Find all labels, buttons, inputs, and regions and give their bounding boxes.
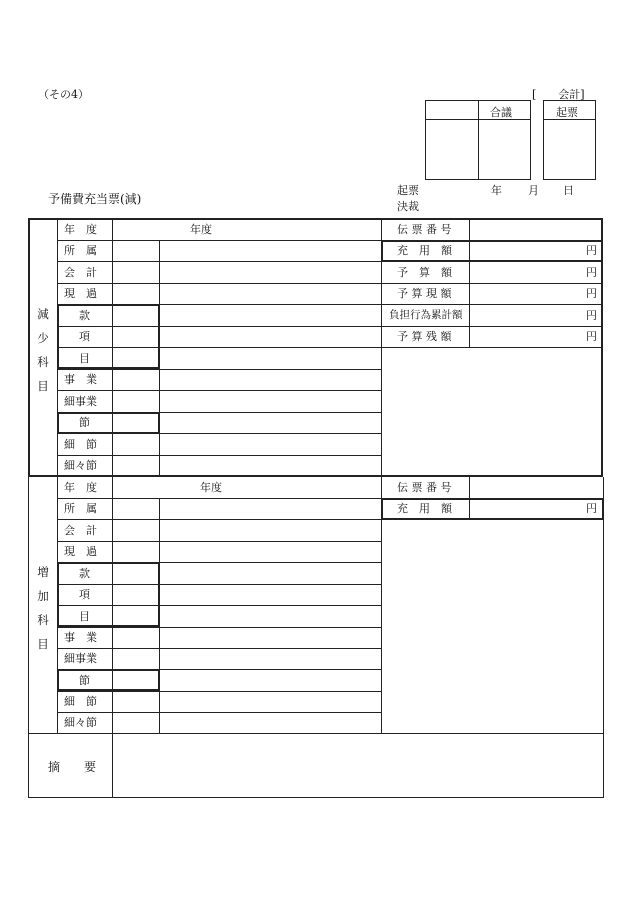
inc-row-moku: 目	[79, 610, 90, 623]
inc-row-subproject: 細事業	[64, 652, 97, 665]
dec-year-suffix: 年度	[190, 223, 212, 236]
inc-row-dept: 所 属	[64, 502, 97, 515]
dec-remaining-value: 円	[586, 330, 597, 343]
dec-current-budget-label: 予 算 現 額	[397, 287, 452, 300]
dec-row-current: 現 過	[64, 287, 97, 300]
dec-row-dept: 所 属	[64, 244, 97, 257]
decision-label: 決裁	[397, 200, 419, 213]
decrease-label-4: 目	[37, 379, 49, 393]
dec-current-budget-value: 円	[586, 287, 597, 300]
draft-label: 起票	[556, 106, 578, 119]
inc-allocation-label: 充 用 額	[397, 502, 452, 515]
decrease-label-3: 科	[37, 355, 49, 369]
dec-row-year: 年 度	[64, 223, 97, 236]
increase-label-3: 科	[37, 613, 49, 627]
account-label: [ 会計]	[532, 88, 585, 101]
year-label: 年	[491, 184, 502, 197]
decrease-label-2: 少	[37, 331, 49, 345]
dec-commitment-value: 円	[586, 309, 597, 322]
inc-year-suffix: 年度	[200, 481, 222, 494]
dec-allocation-label: 充 用 額	[397, 244, 452, 257]
dec-row-kou: 項	[79, 330, 90, 343]
form-title: 予備費充当票(減)	[48, 192, 142, 206]
dec-row-account: 会 計	[64, 266, 97, 279]
inc-slip-number-label: 伝 票 番 号	[397, 481, 452, 494]
dec-row-subproject: 細事業	[64, 395, 97, 408]
dec-row-moku: 目	[79, 352, 90, 365]
increase-label-1: 増	[37, 565, 49, 579]
inc-allocation-value: 円	[586, 502, 597, 515]
dec-row-project: 事 業	[64, 373, 97, 386]
month-label: 月	[528, 184, 539, 197]
inc-row-current: 現 過	[64, 545, 97, 558]
dec-allocation-value: 円	[586, 244, 597, 257]
dec-row-setsu: 節	[79, 416, 90, 429]
increase-label-4: 目	[37, 637, 49, 651]
summary-label: 摘 要	[48, 760, 97, 774]
inc-row-subsub-setsu: 細々節	[64, 716, 97, 729]
inc-row-setsu: 節	[79, 674, 90, 687]
dec-row-kan: 款	[79, 309, 90, 322]
inc-row-sub-setsu: 細 節	[64, 695, 97, 708]
inc-row-year: 年 度	[64, 481, 97, 494]
dec-budget-label: 予 算 額	[397, 266, 452, 279]
inc-row-kan: 款	[79, 567, 90, 580]
page-number: （その4）	[38, 88, 89, 101]
decrease-label-1: 減	[37, 307, 49, 321]
dec-remaining-label: 予 算 残 額	[397, 330, 452, 343]
dec-row-subsub-setsu: 細々節	[64, 459, 97, 472]
dec-slip-number-label: 伝 票 番 号	[397, 223, 452, 236]
inc-row-kou: 項	[79, 588, 90, 601]
draft-date-label: 起票	[397, 184, 419, 197]
inc-row-project: 事 業	[64, 631, 97, 644]
dec-commitment-label: 負担行為累計額	[389, 309, 463, 321]
dec-budget-value: 円	[586, 266, 597, 279]
day-label: 日	[563, 184, 574, 197]
inc-row-account: 会 計	[64, 524, 97, 537]
dec-row-sub-setsu: 細 節	[64, 438, 97, 451]
approval-label: 合議	[490, 106, 512, 119]
increase-label-2: 加	[37, 589, 49, 603]
